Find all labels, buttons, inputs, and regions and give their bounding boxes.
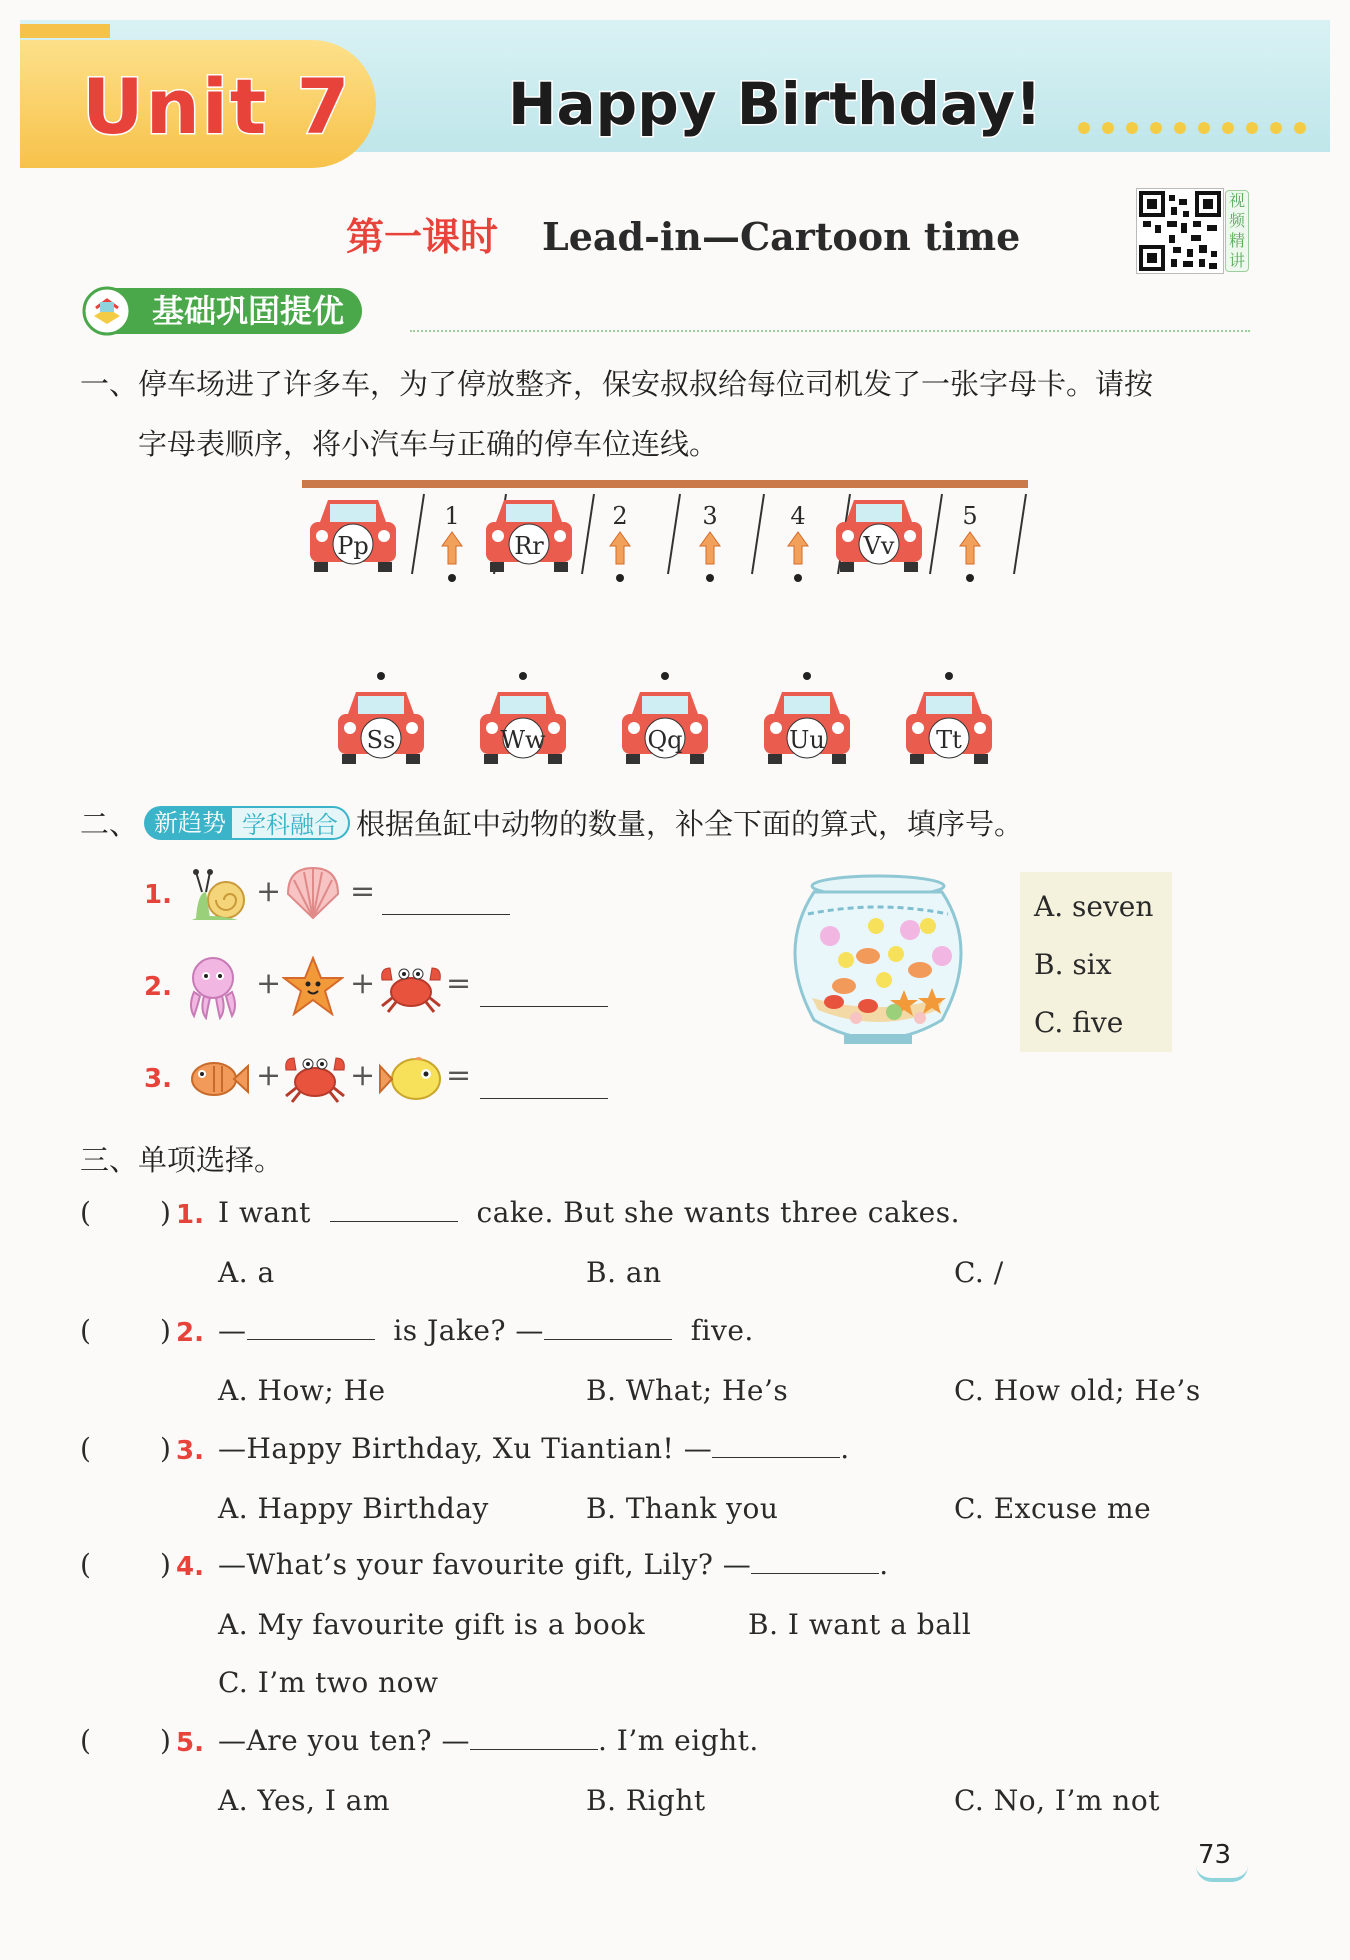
q3-item-number: 1. [176,1200,204,1230]
q2-number: 二、 [80,807,139,841]
q2-options-box [1020,872,1172,1052]
q3-option: B. What; He’s [586,1374,789,1407]
arrow-up-icon [958,530,982,584]
parked-car [306,492,400,578]
plus-sign: + [256,874,282,909]
q3-stem-part: . [879,1548,889,1581]
q3-title: 三、单项选择。 [80,1143,284,1177]
q3-option: C. / [954,1256,1004,1289]
crab-icon [282,1048,348,1108]
q3-option: B. I want a ball [748,1608,972,1641]
parked-car [832,492,926,578]
q3-item-number: 2. [176,1318,204,1348]
q3-stem [218,1432,850,1465]
answer-paren-close[interactable]: ) [160,1724,171,1757]
q3-option: B. Right [586,1784,706,1817]
answer-paren-close[interactable]: ) [160,1196,171,1229]
q3-option: A. a [218,1256,275,1289]
slot-number: 3 [702,502,718,530]
parking-slot[interactable] [440,502,464,588]
parked-car-label: Pp [337,532,369,560]
car-card[interactable] [760,670,854,770]
slot-number: 2 [612,502,628,530]
slot-number: 1 [444,502,460,530]
crab-icon [378,958,444,1018]
section-title: 基础巩固提优 [108,288,362,334]
q3-stem-part: five. [690,1314,754,1347]
parking-slot[interactable] [958,502,982,588]
lesson-number: 第一课时 [346,214,499,259]
answer-paren-close[interactable]: ) [160,1432,171,1465]
octopus-icon [186,954,240,1024]
parked-car-label: Rr [514,532,544,560]
q3-option: B. Thank you [586,1492,779,1525]
q3-option: C. I’m two now [218,1666,439,1699]
q1-prompt-line1: 一、停车场进了许多车，为了停放整齐，保安叔叔给每位司机发了一张字母卡。请按 [80,367,1154,401]
answer-blank[interactable] [470,1724,598,1750]
equals-sign: = [446,1058,472,1093]
plus-sign: + [350,1058,376,1093]
parking-slot[interactable] [608,502,632,588]
parked-car-label: Vv [863,532,895,560]
q3-stem-part: I want [218,1196,311,1229]
car-card[interactable] [618,670,712,770]
q2-prompt [80,802,1023,843]
answer-blank[interactable] [751,1548,879,1574]
subject-badge: 学科融合 [230,806,350,840]
yellow-fish-icon [378,1052,448,1110]
page-number: 73 [1198,1840,1232,1870]
q3-option: B. an [586,1256,662,1289]
shell-icon [282,864,344,926]
car-card-label: Ss [366,726,396,754]
arrow-up-icon [786,530,810,584]
qr-label: 视频精讲 [1225,190,1249,272]
q3-option: C. No, I’m not [954,1784,1160,1817]
lesson-title [346,206,1020,261]
equals-sign: = [446,966,472,1001]
q3-stem-part: . [840,1432,850,1465]
car-card-label: Uu [789,726,825,754]
q3-stem-part: . I’m eight. [597,1724,759,1757]
answer-blank[interactable] [712,1432,840,1458]
slot-number: 4 [790,502,806,530]
answer-paren-close[interactable]: ) [160,1548,171,1581]
snail-icon [188,862,246,930]
answer-paren-open[interactable]: ( [80,1548,91,1581]
car-card[interactable] [902,670,996,770]
slot-number: 5 [962,502,978,530]
q3-stem-part: — [218,1314,247,1347]
q3-stem [218,1724,759,1757]
answer-blank[interactable] [544,1314,672,1340]
arrow-up-icon [440,530,464,584]
q3-item-number: 4. [176,1552,204,1582]
answer-blank[interactable] [480,1098,608,1099]
section-divider [410,330,1250,332]
starfish-icon [282,956,344,1020]
q2-row-number: 2. [144,972,172,1002]
answer-paren-close[interactable]: ) [160,1314,171,1347]
new-trend-badge: 新趋势 [144,806,230,840]
page-title: Happy Birthday! [508,70,1042,138]
q2-option: C. five [1034,1006,1124,1039]
q3-stem-part: cake. But she wants three cakes. [476,1196,960,1229]
car-card[interactable] [476,670,570,770]
q3-stem-part: —Happy Birthday, Xu Tiantian! — [218,1432,713,1465]
parked-car [482,492,576,578]
q3-option: C. Excuse me [954,1492,1152,1525]
answer-paren-open[interactable]: ( [80,1432,91,1465]
answer-blank[interactable] [480,1006,608,1007]
q3-stem [218,1314,754,1347]
qr-code-icon[interactable] [1136,188,1224,274]
q3-stem [218,1548,889,1581]
parking-slot[interactable] [786,502,810,588]
unit-tab-top [20,24,110,38]
answer-paren-open[interactable]: ( [80,1724,91,1757]
q2-option: B. six [1034,948,1112,981]
q3-option: A. How; He [218,1374,386,1407]
q3-item-number: 5. [176,1728,204,1758]
car-card[interactable] [334,670,428,770]
equals-sign: = [350,874,376,909]
plus-sign: + [256,966,282,1001]
q2-option: A. seven [1034,890,1154,923]
plus-sign: + [350,966,376,1001]
q3-stem [218,1196,960,1229]
q2-instruction: 根据鱼缸中动物的数量，补全下面的算式，填序号。 [356,807,1024,841]
q2-row-number: 1. [144,880,172,910]
q3-item-number: 3. [176,1436,204,1466]
fish-tank-image [784,870,972,1054]
car-card-label: Tt [936,726,962,754]
answer-blank[interactable] [247,1314,375,1340]
car-card-label: Ww [500,726,546,754]
page-number-decoration [1196,1866,1248,1882]
answer-paren-open[interactable]: ( [80,1196,91,1229]
q3-option: A. My favourite gift is a book [218,1608,646,1641]
car-card-label: Qq [647,726,683,754]
q3-stem-part: —Are you ten? — [218,1724,470,1757]
q1-prompt-line2: 字母表顺序，将小汽车与正确的停车位连线。 [138,427,719,461]
plus-sign: + [256,1058,282,1093]
parking-slot[interactable] [698,502,722,588]
q3-option: C. How old; He’s [954,1374,1201,1407]
q2-row-number: 3. [144,1064,172,1094]
q3-stem-part: —What’s your favourite gift, Lily? — [218,1548,752,1581]
answer-paren-open[interactable]: ( [80,1314,91,1347]
unit-title: Unit 7 [82,62,352,151]
q3-option: A. Happy Birthday [218,1492,489,1525]
fish-icon [186,1054,250,1108]
arrow-up-icon [608,530,632,584]
lesson-name: Lead-in—Cartoon time [542,214,1021,259]
arrow-up-icon [698,530,722,584]
answer-blank[interactable] [330,1196,458,1222]
q3-option: A. Yes, I am [218,1784,391,1817]
answer-blank[interactable] [382,914,510,915]
book-icon [82,286,132,336]
q3-stem-part: is Jake? — [393,1314,544,1347]
decorative-dots [1078,122,1306,134]
